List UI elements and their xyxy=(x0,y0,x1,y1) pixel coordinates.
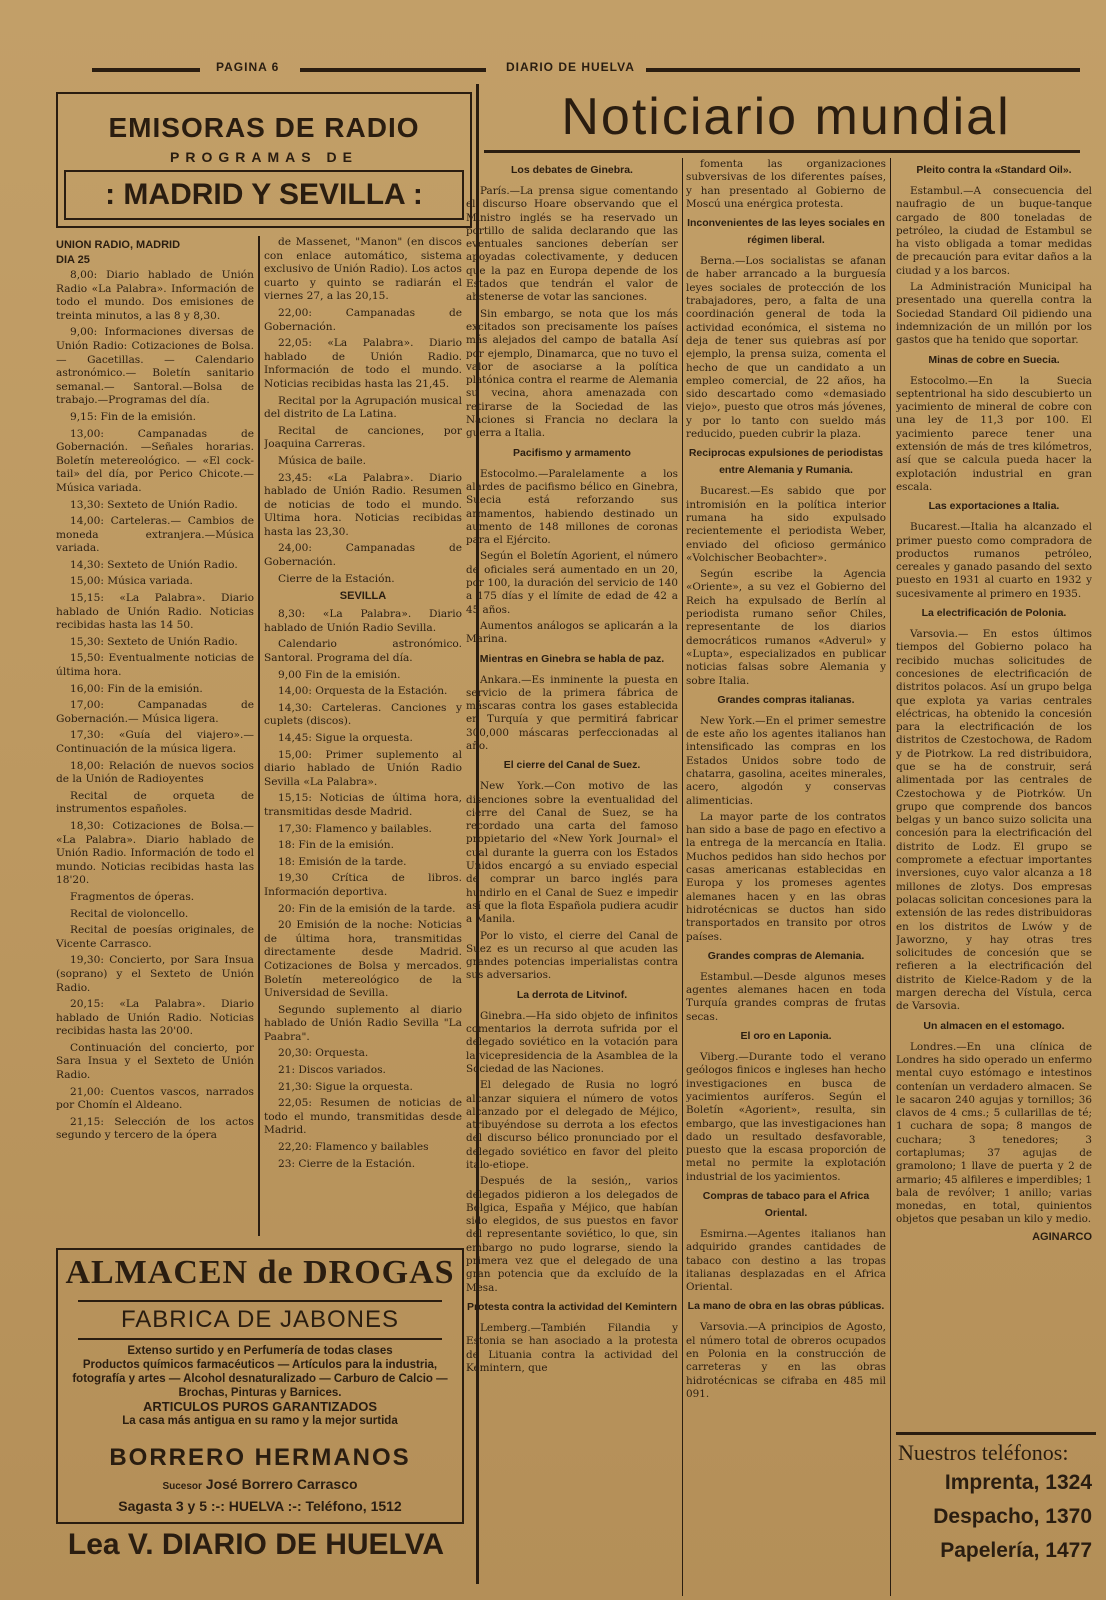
news-headline: El cierre del Canal de Suez. xyxy=(503,759,641,772)
news-headline: Grandes compras de Alemania. xyxy=(707,949,865,962)
news-headline: Un almacen en el estomago. xyxy=(923,1019,1065,1032)
news-paragraph: Estocolmo.—En la Suecia septentrional ha sido descubierto un yacimiento de mineral de cobre con una ley de 11,3 por 100. El yacimiento parece tener una extensión de más de tres kilómetros, así que se calcula pueda hacer la explotación industrial en gran escala. xyxy=(896,374,1092,493)
program-entry: 22,05: Resumen de noticias de todo el mundo, transmitidas desde Madrid. xyxy=(264,1097,462,1137)
news-paragraph: Esmirna.—Agentes italianos han adquirido grandes cantidades de tabaco con destino a las tropas italianas desplazadas en el Africa Oriental. xyxy=(686,1228,886,1294)
program-entry: 15,30: Sexteto de Unión Radio. xyxy=(70,635,238,648)
program-entry: 22,00: Campanadas de Gobernación. xyxy=(264,306,462,333)
ad-line: La casa más antigua en su ramo y la mejor surtida xyxy=(122,1415,398,1427)
program-entry: 9,00: Informaciones diversas de Unión Radio: Cotizaciones de Bolsa.— Gacetillas. — Calendario astronómico.— Boletín sanitario semanal.— Santoral.—Bolsa de trabajo.—Programas del día. xyxy=(56,326,254,407)
slogan: Lea V. DIARIO DE HUELVA xyxy=(67,1528,445,1561)
news-paragraph: Según escribe la Agencia «Oriente», a su vez el Gobierno del Reich ha expulsado de Berlín al periodista rumano señor Chiles, representante de los diarios democráticos rumanos «Adverul» y «Lupta», especializados en publicar noticias falsas sobre Alemania y sobre Italia. xyxy=(686,568,886,687)
phone-label: Imprenta, xyxy=(944,1471,1040,1494)
program-entry: 9,00 Fin de la emisión. xyxy=(278,668,401,681)
program-entry: Cierre de la Estación. xyxy=(278,572,395,585)
sevilla-heading: SEVILLA xyxy=(339,590,387,603)
news-paragraph: París.—La prensa sigue comentando el discurso Hoare observando que el Ministro inglés se ha reservado un portillo de salida declarando que las eventuales sanciones deberían ser apoyadas colectivamente, y deducen que la paz en Europa depende de los Estados que tendrán el valor de abstenerse de votar las sanciones. xyxy=(466,185,678,304)
program-entry: Continuación del concierto, por Sara Insua y el Sexteto de Unión Radio. xyxy=(56,1041,254,1082)
news-paragraph: Bucarest.—Es sabido que por intromisión en la política interior rumana ha sido expulsado recientemente el periodista Weber, enviado del oficioso germánico «Volchischer Beobachter». xyxy=(686,485,886,564)
news-headline: Inconvenientes de las leyes sociales en régimen liberal. xyxy=(687,217,885,247)
program-entry: 18: Fin de la emisión. xyxy=(278,839,394,852)
news-paragraph: Ginebra.—Ha sido objeto de infinitos comentarios la derrota sufrida por el delegado soviético en la votación para la vicepresidencia de la Asamblea de la Sociedad de las Naciones. xyxy=(466,1009,678,1075)
program-entry: 20: Fin de la emisión de la tarde. xyxy=(278,902,456,915)
news-paragraph: Varsovia.— En estos últimos tiempos del Gobierno polaco ha recibido muchas solicitudes de concesiones de electrificación de distritos polacos. Así un grupo belga que explota ya varias centrales eléctricas, ha obtenido la concesión para la electrificación de los distritos de Czestochowa, de Radom y de Piotrkow. La red distribuidora, que se ha de construir, será alimentada por las centrales de Czestochowa y de Piotrków. Un grupo que comprende dos bancos belgas y un banco suizo solicita una concesión para la electrificación del distrito de Lodz. El grupo se compromete a efectuar importantes inversiones, cuyo valor alcanza a 18 millones de zlotys. Dos empresas polacas solicitan concesiones para la extensión de las redes distribuidoras en los distritos de Lwów y de Jaworzno, y hay otras tres solicitudes de concesión que se refieren a la electrificación del distrito de Kielce-Radom y de la margen derecha del Vístula, cerca de Varsovia. xyxy=(896,628,1092,1013)
news-paragraph: New York.—Con motivo de las disenciones sobre la eventualidad del cierre del Canal de Suez, se ha recordado una carta del famoso propietario del «New York Journal» el cual durante la guerra con los Estados Unidos encargó a su enviado especial de comprar un barco inglés para hundirlo en el Canal de Suez e impedir así que la flota Española pudiera acudir a Manila. xyxy=(466,780,678,926)
column-rule xyxy=(890,158,891,1596)
program-entry: Recital de orqueta de instrumentos españoles. xyxy=(56,789,254,816)
news-paragraph: El delegado de Rusia no logró alcanzar siquiera el número de votos alcanzado por el delegado de Méjico, atribuyéndose su derrota a los efectos del discurso bélico pronunciado por el delegado soviético en favor del pleito italo-etiope. xyxy=(466,1079,678,1171)
news-paragraph: New York.—En el primer semestre de este año los agentes italianos han intensificado las compras en los Estados Unidos sobre todo de chatarra, gasolina, aceites minerales, acero, algodón y conservas alimenticias. xyxy=(686,714,886,807)
radio-column-continuation xyxy=(264,236,462,1232)
drug-store-ad xyxy=(56,1248,464,1524)
program-entry: Recital de poesías originales, de Vicente Carrasco. xyxy=(56,924,254,950)
phone-row xyxy=(896,1534,1096,1568)
news-paragraph: La mayor parte de los contratos han sido a base de pago en efectivo a la entrega de la mercancía en Italia. Muchos pedidos han sido hechos por casas americanas establecidas en Europa y los promeses agentes alemanes hacen y en las obras hidrotécnicas se ductos han sido transportados en transito por otros países. xyxy=(686,810,886,943)
program-entry: 24,00: Campanadas de Gobernación. xyxy=(264,542,462,569)
program-entry: 18,00: Relación de nuevos socios de la Unión de Radioyentes xyxy=(56,759,254,786)
program-entry: 20 Emisión de la noche: Noticias de última hora, transmitidas directamente desde Madrid. Cotizaciones de Bolsa y mercados. Boletín metereológico de la Universidad de Sevilla. xyxy=(264,919,462,1000)
program-entry: 8,30: «La Palabra». Diario hablado de Unión Radio Sevilla. xyxy=(264,608,462,634)
ad-rule xyxy=(78,1338,442,1340)
ad-successor-name: José Borrero Carrasco xyxy=(205,1476,358,1492)
program-entry: Recital de canciones, por Joaquina Carreras. xyxy=(264,424,462,451)
news-column-3 xyxy=(896,158,1092,1394)
ad-line: Productos químicos farmacéuticos — Artículos para la industria, fotografía y artes — Alcohol desnaturalizado — Carburo de Calcio — Brochas, Pinturas y Barnices. xyxy=(72,1359,448,1399)
phones-rule xyxy=(896,1432,1096,1435)
ad-body xyxy=(66,1344,454,1428)
program-entry: 23,45: «La Palabra». Diario hablado de Unión Radio. Resumen de noticias de todo el mundo. Ultima hora. Noticias recibidas hasta las 23,30. xyxy=(264,471,462,538)
header-rule xyxy=(300,68,486,72)
ad-subtitle: FABRICA DE JABONES xyxy=(120,1306,400,1333)
program-entry: 15,00: Música variada. xyxy=(70,575,193,588)
title-rule xyxy=(484,150,1080,153)
ad-address: Sagasta 3 y 5 :-: HUELVA :-: Teléfono, 1512 xyxy=(118,1498,402,1514)
news-headline: Mientras en Ginebra se habla de paz. xyxy=(479,652,665,665)
program-entry: 23: Cierre de la Estación. xyxy=(278,1157,416,1170)
program-entry: 15,50: Eventualmente noticias de última hora. xyxy=(56,652,254,679)
news-paragraph: Viberg.—Durante todo el verano geólogos finicos e ingleses han hecho investigaciones en busca de yacimientos auríferos. Según el Boletín «Agorient», resulta, sin embargo, que las investigaciones han dado un resultado desfavorable, puesto que la escasa proporción de metal no permite la explotación industrial de los yacimientos. xyxy=(686,1051,886,1183)
program-entry: Recital por la Agrupación musical del distrito de La Latina. xyxy=(264,394,462,421)
program-entry: 21,00: Cuentos vascos, narrados por Chomín el Aldeano. xyxy=(56,1085,254,1112)
news-paragraph: fomenta las organizaciones subversivas de los diferentes países, y han presentado al Gobierno de Moscú una enérgica protesta. xyxy=(686,158,886,210)
radio-title: EMISORAS DE RADIO xyxy=(108,112,420,143)
news-paragraph: Londres.—En una clínica de Londres ha sido operado un enfermo mental cuyo estómago e intestinos contenían un verdadero almacen. Se le sacaron 240 agujas y tornillos; 36 clavos de 4 cms.; 5 cullarillas de té; 1 cuchara de sopa; 8 mangos de cuchara; 3 tenedores; 3 cortaplumas; 37 agujas de gramolono; 1 llave de puerta y 2 de armario; 45 alfileres e imperdibles; 1 bala de revólver; 1 anillo; varias monedas, en total, quinientos objetos que pesaban un kilo y medio. xyxy=(896,1040,1092,1226)
ad-brand: BORRERO HERMANOS xyxy=(109,1444,411,1471)
program-entry: 14,00: Orquesta de la Estación. xyxy=(278,685,448,698)
news-headline: Los debates de Ginebra. xyxy=(511,164,633,176)
ad-successor xyxy=(58,1476,462,1492)
page-number: PAGINA 6 xyxy=(216,60,280,74)
program-entry: 17,30: Flamenco y bailables. xyxy=(278,822,432,835)
news-headline: La derrota de Litvinof. xyxy=(516,988,628,1001)
program-entry: Fragmentos de óperas. xyxy=(70,890,195,903)
program-entry: 14,45: Sigue la orquesta. xyxy=(278,732,413,744)
news-column-1 xyxy=(466,158,678,1596)
news-paragraph: Sin embargo, se nota que los más excitados son precisamente los países más alejados del campo de batalla Así por ejemplo, Dinamarca, que no tuvo el valor de asociarse a la política platónica contra el rearme de Alemania su vecina, ahora amenazada con retirarse de la Sociedad de las Naciones si Francia no declara la guerra a Italia. xyxy=(466,307,678,440)
news-paragraph: Aumentos análogos se aplicarán a la Marina. xyxy=(466,619,678,646)
program-entry: 19,30 Crítica de libros. Información deportiva. xyxy=(264,872,462,898)
news-paragraph: Por lo visto, el cierre del Canal de Suez es un recurso al que acuden las grandes potencias imperialistas contra sus adversarios. xyxy=(466,929,678,982)
program-entry: 14,30: Sexteto de Unión Radio. xyxy=(70,558,238,571)
program-entry: Calendario astronómico. Santoral. Programa del día. xyxy=(264,638,462,665)
news-paragraph: Estambul.—Desde algunos meses agentes alemanes hacen en toda Turquía grandes compras de frutas secas. xyxy=(686,970,886,1023)
program-entry: Recital de violoncello. xyxy=(70,907,189,920)
radio-cities: : MADRID Y SEVILLA : xyxy=(64,170,464,220)
column-rule xyxy=(258,236,260,1236)
phone-label: Despacho, xyxy=(933,1505,1040,1528)
radio-masthead xyxy=(56,92,472,228)
program-entry: 8,00: Diario hablado de Unión Radio «La Palabra». Información de todo el mundo. Dos emisiones de treinta minutos, a las 8 y 8,30. xyxy=(56,269,254,322)
ad-rule xyxy=(78,1300,442,1302)
paper-name: DIARIO DE HUELVA xyxy=(506,60,635,74)
news-column-2 xyxy=(686,158,886,1596)
news-paragraph: Ankara.—Es inminente la puesta en servicio de la primera fábrica de máscaras contra los gases establecida en Turquía y que permitirá fabricar 300,000 máscaras perfeccionadas al año. xyxy=(466,673,678,752)
program-entry: 22,05: «La Palabra». Diario hablado de Unión Radio. Información de todo el mundo. Noticias recibidas hasta las 21,45. xyxy=(264,337,462,390)
phone-number: 1370 xyxy=(1045,1505,1092,1528)
ad-line: ARTICULOS PUROS GARANTIZADOS xyxy=(143,1399,377,1414)
news-paragraph: Estambul.—A consecuencia del naufragio de un buque-tanque cargado de 800 toneladas de petróleo, la ciudad de Estambul se ha visto obligada a tomar medidas de precaución para evitar daños a la ciudad y a los barcos. xyxy=(896,185,1092,277)
phones-title: Nuestros teléfonos: xyxy=(898,1440,1069,1465)
program-entry: 14,00: Carteleras.— Cambios de moneda extranjera.—Música variada. xyxy=(56,515,254,555)
phone-label: Papelería, xyxy=(940,1539,1040,1562)
program-entry: 19,30: Concierto, por Sara Insua (soprano) y el Sexteto de Unión Radio. xyxy=(56,954,254,994)
program-entry: 22,20: Flamenco y bailables xyxy=(278,1141,429,1154)
radio-column-madrid xyxy=(56,236,254,1232)
column-rule xyxy=(682,158,683,1596)
program-entry: 14,30: Carteleras. Canciones y cuplets (discos). xyxy=(264,701,462,728)
radio-subtitle: PROGRAMAS DE xyxy=(170,149,358,165)
news-headline: Grandes compras italianas. xyxy=(717,693,855,706)
news-headline: Pleito contra la «Standard Oil». xyxy=(916,164,1072,176)
phone-number: 1477 xyxy=(1045,1539,1092,1562)
program-entry: 15,00: Primer suplemento al diario hablado de Unión Radio Sevilla «La Palabra». xyxy=(264,748,462,788)
header-rule xyxy=(92,68,200,72)
program-entry: 13,30: Sexteto de Unión Radio. xyxy=(70,498,238,511)
program-entry: 13,00: Campanadas de Gobernación. —Señales horarias. Boletín metereológico. — «El cock-tail» del día, por Perico Chicote.— Música variada. xyxy=(56,427,254,494)
program-entry: 21,15: Selección de los actos segundo y tercero de la ópera xyxy=(56,1115,254,1142)
signature: AGINARCO xyxy=(1032,1230,1092,1243)
header-rule xyxy=(646,68,1080,72)
page-header xyxy=(0,60,1106,80)
program-entry: Segundo suplemento al diario hablado de Unión Radio Sevilla "La Paabra". xyxy=(264,1003,462,1043)
news-headline: Protesta contra la actividad del Kemintern xyxy=(466,1300,678,1313)
program-entry: 20,30: Orquesta. xyxy=(278,1047,369,1060)
news-paragraph: Bucarest.—Italia ha alcanzado el primer puesto como compradora de productos rumanos petróleo, cereales y ganado pasando del sexto puesto en 1931 al cuarto en 1932 y sucesivamente al primero en 1935. xyxy=(896,521,1092,600)
phone-row xyxy=(896,1466,1096,1500)
phone-number: 1324 xyxy=(1045,1471,1092,1494)
phones-box xyxy=(896,1440,1096,1590)
program-entry: 17,30: «Guía del viajero».— Continuación de la música ligera. xyxy=(56,729,254,755)
news-headline: El oro en Laponia. xyxy=(740,1030,832,1043)
news-paragraph: Estocolmo.—Paralelamente a los alardes de pacifismo bélico en Ginebra, Suecia está reforzando sus armamentos, habiendo destinado un aumento de 148 millones de coronas para el Ejército. xyxy=(466,467,678,547)
news-headline: Compras de tabaco para el Africa Oriental. xyxy=(702,1190,870,1219)
program-entry: Música de baile. xyxy=(278,454,367,467)
program-entry: 15,15: «La Palabra». Diario hablado de Unión Radio. Noticias recibidas hasta las 14 50. xyxy=(56,592,254,632)
news-paragraph: Después de la sesión,, varios delegados pidieron a los delegados de Bélgica, España y Méjico, que habían sido elegidos, de sus puestos en favor del representante soviético, lo que, sin embargo no pudo lograrse, siendo la primera vez que el delegado de una gran potencia que da excluído de la Mesa. xyxy=(466,1175,678,1294)
news-headline: Pacifismo y armamento xyxy=(513,446,631,459)
program-entry: 21: Discos variados. xyxy=(278,1064,386,1077)
news-paragraph: Según el Boletín Agorient, el número de oficiales será aumentado en un 20, por 100, la duración del servicio de 140 a 175 días y el límite de edad de 42 a 45 años. xyxy=(466,550,678,616)
ad-title: ALMACEN de DROGAS xyxy=(65,1254,455,1291)
news-paragraph: Berna.—Los socialistas se afanan de haber arrancado a la burguesía leyes sociales de protección de los trabajadores, pero, a falta de una coordinación general de toda la actividad económica, el sistema no deja de tener sus quiebras así por ejemplo, la prensa suiza, comenta el hecho de que un candidato a un empleo comercial, de 22 años, ha sido descartado como «demasiado viejo», puesto que otros más jóvenes, y por lo tanto con sueldo más reducido, pueden cubrir la plaza. xyxy=(686,255,886,441)
program-entry: 17,00: Campanadas de Gobernación.— Música ligera. xyxy=(56,699,254,725)
news-paragraph: Lemberg.—También Filandia y Estonia se han asociado a la protesta de Lituania contra la actividad del Kemintern, que xyxy=(466,1321,678,1374)
program-entry: 15,15: Noticias de última hora, transmitidas desde Madrid. xyxy=(264,792,462,818)
phone-row xyxy=(896,1500,1096,1534)
ad-line: Extenso surtido y en Perfumería de todas clases xyxy=(127,1345,393,1357)
news-paragraph: Varsovia.—A principios de Agosto, el número total de obreros ocupados en Polonia en la construcción de carreteras y en las obras hidrotécnicas se cifraba en 485 mil 091. xyxy=(686,1321,886,1400)
station-name: UNION RADIO, MADRID xyxy=(56,239,181,251)
news-paragraph: La Administración Municipal ha presentado una querella contra la Sociedad Standard Oil pidiendo una indemnización de un millón por los gastos que ha tenido que soportar. xyxy=(896,281,1092,347)
program-entry: 20,15: «La Palabra». Diario hablado de Unión Radio. Noticias recibidas hasta las 20'00. xyxy=(56,998,254,1038)
noticiario-title: Noticiario mundial xyxy=(561,88,1011,146)
news-headline: La electrificación de Polonia. xyxy=(921,607,1067,620)
program-entry: 21,30: Sigue la orquesta. xyxy=(278,1080,413,1093)
program-entry: 18: Emisión de la tarde. xyxy=(278,855,407,868)
program-entry: 9,15: Fin de la emisión. xyxy=(70,410,197,423)
news-headline: Las exportaciones a Italia. xyxy=(928,500,1060,513)
news-headline: Reciprocas expulsiones de periodistas entre Alemania y Rumania. xyxy=(688,447,884,477)
ad-successor-label: Sucesor xyxy=(162,1481,202,1492)
program-entry: de Massenet, "Manon" (en discos con enlace automático, sistema exclusivo de Unión Radio). Los actos cuarto y quinto se radiarán el viernes 27, a las 20,15. xyxy=(264,236,462,303)
program-day: DIA 25 xyxy=(56,254,90,266)
news-headline: La mano de obra en las obras públicas. xyxy=(687,1300,885,1313)
program-entry: 18,30: Cotizaciones de Bolsa.— «La Palabra». Diario hablado de Unión Radio. Información de todo el mundo. Noticias recibidas hasta las 18'20. xyxy=(56,819,254,887)
news-headline: Minas de cobre en Suecia. xyxy=(928,353,1060,366)
program-entry: 16,00: Fin de la emisión. xyxy=(70,682,203,695)
